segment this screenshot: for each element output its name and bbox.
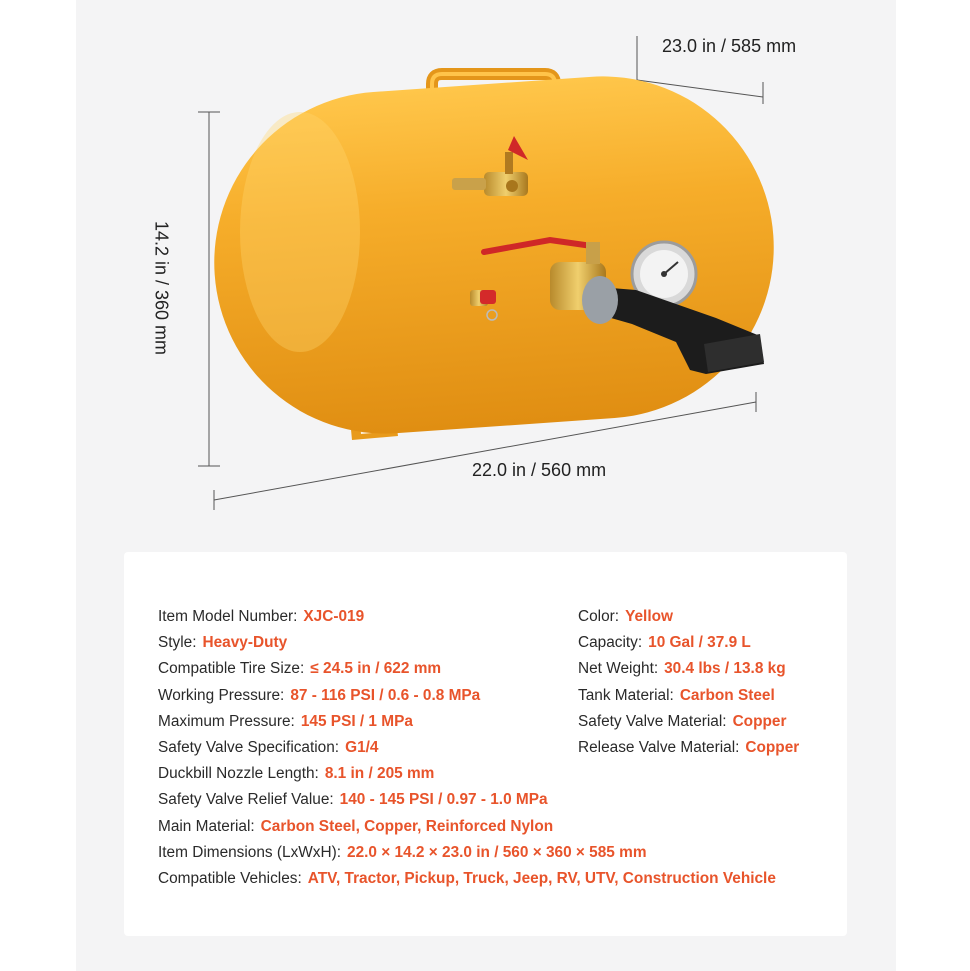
spec-label: Duckbill Nozzle Length: — [158, 765, 319, 783]
spec-label: Safety Valve Specification: — [158, 738, 340, 756]
spec-value: 8.1 in / 205 mm — [324, 765, 435, 783]
spec-value: 145 PSI / 1 MPa — [300, 712, 413, 730]
spec-label: Maximum Pressure: — [158, 712, 295, 730]
spec-value: 30.4 lbs / 13.8 kg — [664, 660, 786, 678]
spec-value: Carbon Steel, Copper, Reinforced Nylon — [260, 817, 554, 835]
spec-label: Compatible Tire Size: — [158, 660, 305, 678]
spec-row — [158, 761, 776, 787]
depth-dimension-label: 23.0 in / 585 mm — [662, 36, 797, 56]
spec-label: Item Model Number: — [158, 608, 298, 625]
spec-row — [578, 683, 799, 709]
spec-label: Color: — [578, 608, 620, 625]
spec-row — [158, 840, 776, 866]
specs-right-column — [578, 604, 799, 761]
spec-label: Net Weight: — [578, 660, 659, 678]
spec-row — [158, 814, 776, 840]
spec-row — [578, 735, 799, 761]
spec-label: Release Valve Material: — [578, 738, 740, 756]
spec-value: 10 Gal / 37.9 L — [648, 634, 751, 652]
spec-row — [578, 630, 799, 656]
spec-value: Heavy-Duty — [202, 634, 288, 652]
spec-value: 87 - 116 PSI / 0.6 - 0.8 MPa — [290, 686, 481, 704]
spec-row — [578, 709, 799, 735]
spec-value: 22.0 × 14.2 × 23.0 in / 560 × 360 × 585 mm — [347, 843, 647, 861]
spec-value: ATV, Tractor, Pickup, Truck, Jeep, RV, UTV, Construction Vehicle — [307, 869, 776, 887]
spec-value: Yellow — [625, 608, 673, 625]
spec-row — [158, 866, 776, 892]
spec-value: Copper — [732, 712, 787, 730]
spec-row — [158, 787, 776, 813]
spec-label: Style: — [158, 634, 197, 652]
spec-value: G1/4 — [345, 738, 379, 756]
spec-value: Copper — [745, 738, 800, 756]
spec-label: Main Material: — [158, 817, 255, 835]
spec-label: Safety Valve Relief Value: — [158, 791, 334, 809]
spec-value: Carbon Steel — [679, 686, 775, 704]
height-dimension-label: 14.2 in / 360 mm — [151, 220, 172, 356]
spec-label: Capacity: — [578, 634, 643, 652]
spec-label: Safety Valve Material: — [578, 712, 727, 730]
spec-row — [578, 656, 799, 682]
width-dimension-label: 22.0 in / 560 mm — [472, 460, 607, 480]
spec-row — [578, 604, 799, 630]
spec-value: XJC-019 — [303, 608, 365, 625]
spec-value: ≤ 24.5 in / 622 mm — [310, 660, 442, 678]
spec-value: 140 - 145 PSI / 0.97 - 1.0 MPa — [339, 791, 548, 809]
spec-label: Item Dimensions (LxWxH): — [158, 843, 342, 861]
spec-label: Working Pressure: — [158, 686, 285, 704]
spec-label: Compatible Vehicles: — [158, 869, 302, 887]
specifications-card — [124, 552, 847, 936]
spec-label: Tank Material: — [578, 686, 674, 704]
